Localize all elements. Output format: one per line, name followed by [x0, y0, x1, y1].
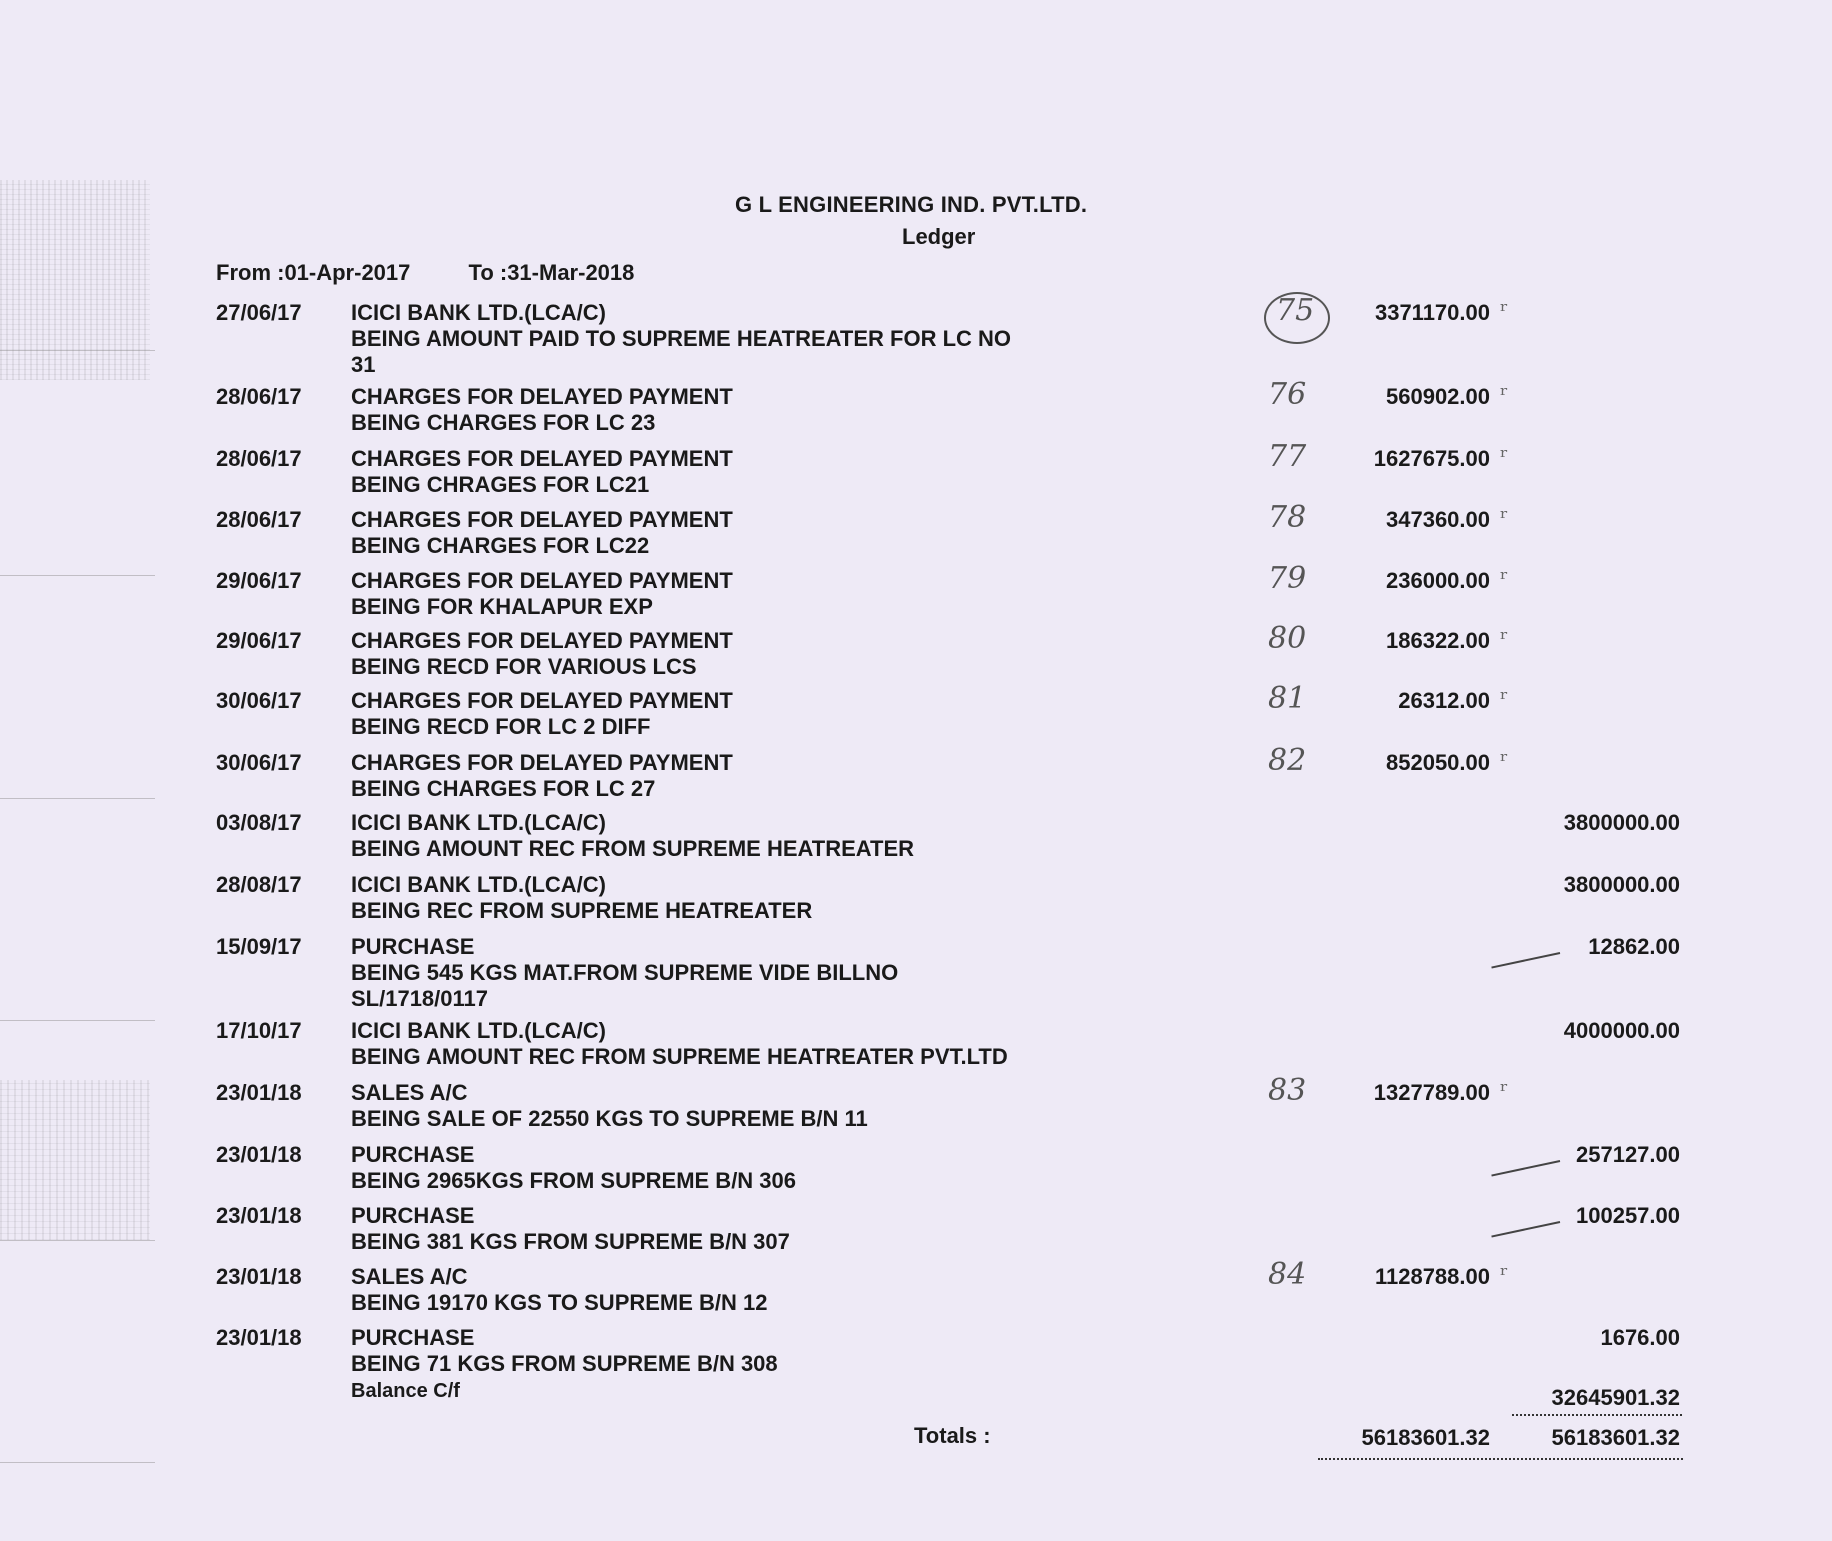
check-mark-icon: ʳ	[1500, 504, 1509, 532]
scan-edge-line	[0, 798, 155, 799]
dotted-rule	[1512, 1414, 1682, 1416]
entry-particulars	[351, 1203, 1201, 1255]
entry-line: BEING REC FROM SUPREME HEATREATER	[351, 898, 813, 923]
entry-particulars	[351, 872, 1201, 924]
entry-date: 28/06/17	[216, 507, 302, 532]
entry-particulars	[351, 934, 1201, 1012]
entry-particulars	[351, 750, 1201, 802]
document-title: Ledger	[902, 224, 976, 249]
total-debit: 56183601.32	[1361, 1425, 1490, 1450]
entry-particulars	[351, 384, 1201, 436]
check-mark-icon: ʳ	[1500, 1261, 1509, 1289]
entry-line: BEING CHRAGES FOR LC21	[351, 472, 650, 497]
debit-amount: 236000.00	[1386, 568, 1490, 593]
entry-line: ICICI BANK LTD.(LCA/C)	[351, 810, 606, 835]
entry-particulars	[351, 1264, 1201, 1316]
credit-amount: 257127.00	[1576, 1142, 1680, 1167]
period-from: From :01-Apr-2017	[216, 260, 411, 285]
handwritten-number: 83	[1268, 1073, 1307, 1108]
scan-edge-line	[0, 1020, 155, 1021]
entry-date: 23/01/18	[216, 1080, 302, 1105]
entry-date: 23/01/18	[216, 1264, 302, 1289]
entry-date: 17/10/17	[216, 1018, 302, 1043]
entry-date: 29/06/17	[216, 628, 302, 653]
credit-amount: 12862.00	[1588, 934, 1680, 959]
entry-date: 23/01/18	[216, 1325, 302, 1350]
entry-line: CHARGES FOR DELAYED PAYMENT	[351, 568, 733, 593]
entry-line: SL/1718/0117	[351, 986, 489, 1011]
balance-label: Balance C/f	[351, 1380, 460, 1402]
entry-line: PURCHASE	[351, 1203, 475, 1228]
entry-particulars	[351, 1325, 1201, 1377]
entry-line: SALES A/C	[351, 1264, 468, 1289]
period-to: To :31-Mar-2018	[468, 260, 635, 285]
scan-edge-line	[0, 1462, 155, 1463]
debit-amount: 26312.00	[1398, 688, 1490, 713]
entry-date: 23/01/18	[216, 1142, 302, 1167]
debit-amount: 3371170.00	[1374, 300, 1490, 325]
entry-line: ICICI BANK LTD.(LCA/C)	[351, 300, 606, 325]
entry-line: BEING SALE OF 22550 KGS TO SUPREME B/N 11	[351, 1106, 868, 1131]
entry-line: BEING 2965KGS FROM SUPREME B/N 306	[351, 1168, 797, 1193]
entry-date: 27/06/17	[216, 300, 302, 325]
check-mark-icon: ʳ	[1500, 381, 1509, 409]
debit-amount: 186322.00	[1386, 628, 1490, 653]
debit-amount: 347360.00	[1386, 507, 1490, 532]
handwritten-number: 77	[1268, 439, 1307, 474]
company-name: G L ENGINEERING IND. PVT.LTD.	[735, 192, 1088, 217]
entry-line: BEING 545 KGS MAT.FROM SUPREME VIDE BILLNO	[351, 960, 899, 985]
balance-value: 32645901.32	[1551, 1385, 1680, 1410]
check-mark-icon: ʳ	[1500, 625, 1509, 653]
check-mark-icon: ʳ	[1500, 297, 1509, 325]
debit-amount: 852050.00	[1386, 750, 1490, 775]
entry-line: BEING AMOUNT PAID TO SUPREME HEATREATER FOR LC NO	[351, 326, 1012, 351]
check-mark-icon: ʳ	[1500, 1077, 1509, 1105]
entry-line: BEING 381 KGS FROM SUPREME B/N 307	[351, 1229, 790, 1254]
dotted-rule	[1318, 1458, 1683, 1460]
entry-date: 15/09/17	[216, 934, 302, 959]
scan-edge-line	[0, 1240, 155, 1241]
entry-line: BEING RECD FOR LC 2 DIFF	[351, 714, 651, 739]
entry-line: ICICI BANK LTD.(LCA/C)	[351, 1018, 606, 1043]
credit-amount: 3800000.00	[1563, 872, 1680, 897]
handwritten-number: 76	[1268, 377, 1307, 412]
entry-particulars	[351, 810, 1201, 862]
entry-line: PURCHASE	[351, 1325, 475, 1350]
entry-date: 30/06/17	[216, 688, 302, 713]
entry-line: BEING FOR KHALAPUR EXP	[351, 594, 653, 619]
entry-line: ICICI BANK LTD.(LCA/C)	[351, 872, 606, 897]
entry-date: 23/01/18	[216, 1203, 302, 1228]
ledger-period	[216, 260, 634, 286]
check-mark-icon: ʳ	[1500, 747, 1509, 775]
entry-line: CHARGES FOR DELAYED PAYMENT	[351, 446, 733, 471]
entry-line: BEING CHARGES FOR LC22	[351, 533, 650, 558]
entry-particulars	[351, 628, 1201, 680]
credit-amount: 4000000.00	[1563, 1018, 1680, 1043]
entry-particulars	[351, 568, 1201, 620]
entry-particulars	[351, 300, 1201, 378]
handwritten-number: 80	[1268, 621, 1307, 656]
entry-line: CHARGES FOR DELAYED PAYMENT	[351, 384, 733, 409]
entry-date: 30/06/17	[216, 750, 302, 775]
entry-particulars	[351, 1018, 1201, 1070]
entry-date: 29/06/17	[216, 568, 302, 593]
entry-line: BEING 71 KGS FROM SUPREME B/N 308	[351, 1351, 778, 1376]
entry-line: 31	[351, 352, 376, 377]
entry-line: BEING 19170 KGS TO SUPREME B/N 12	[351, 1290, 768, 1315]
entry-particulars	[351, 1142, 1201, 1194]
credit-amount: 3800000.00	[1563, 810, 1680, 835]
total-credit: 56183601.32	[1551, 1425, 1680, 1450]
handwritten-number: 81	[1268, 681, 1307, 716]
scan-edge-line	[0, 350, 155, 351]
entry-line: BEING CHARGES FOR LC 27	[351, 776, 656, 801]
check-mark-icon: ʳ	[1500, 685, 1509, 713]
credit-amount: 1676.00	[1600, 1325, 1680, 1350]
entry-line: CHARGES FOR DELAYED PAYMENT	[351, 628, 733, 653]
entry-particulars	[351, 507, 1201, 559]
debit-amount: 1327789.00	[1373, 1080, 1490, 1105]
debit-amount: 1627675.00	[1373, 446, 1490, 471]
entry-line: BEING AMOUNT REC FROM SUPREME HEATREATER	[351, 836, 915, 861]
handwritten-number: 84	[1268, 1257, 1307, 1292]
entry-particulars	[351, 688, 1201, 740]
entry-line: BEING AMOUNT REC FROM SUPREME HEATREATER PVT.LTD	[351, 1044, 1008, 1069]
credit-amount: 100257.00	[1576, 1203, 1680, 1228]
check-mark-icon: ʳ	[1500, 565, 1509, 593]
handwritten-number: 82	[1268, 743, 1307, 778]
entry-date: 03/08/17	[216, 810, 302, 835]
entry-line: SALES A/C	[351, 1080, 468, 1105]
entry-line: BEING CHARGES FOR LC 23	[351, 410, 656, 435]
scan-edge-line	[0, 575, 155, 576]
handwritten-number: 75	[1276, 293, 1315, 328]
entry-particulars	[351, 446, 1201, 498]
totals-label: Totals :	[914, 1423, 991, 1448]
entry-line: CHARGES FOR DELAYED PAYMENT	[351, 750, 733, 775]
entry-line: CHARGES FOR DELAYED PAYMENT	[351, 507, 733, 532]
scan-noise	[0, 1080, 150, 1240]
entry-date: 28/06/17	[216, 384, 302, 409]
entry-date: 28/06/17	[216, 446, 302, 471]
entry-particulars	[351, 1080, 1201, 1132]
entry-line: CHARGES FOR DELAYED PAYMENT	[351, 688, 733, 713]
entry-line: PURCHASE	[351, 934, 475, 959]
check-mark-icon: ʳ	[1500, 443, 1509, 471]
handwritten-number: 78	[1268, 500, 1307, 535]
debit-amount: 1128788.00	[1374, 1264, 1490, 1289]
entry-line: PURCHASE	[351, 1142, 475, 1167]
entry-line: BEING RECD FOR VARIOUS LCS	[351, 654, 697, 679]
handwritten-number: 79	[1268, 561, 1307, 596]
debit-amount: 560902.00	[1386, 384, 1490, 409]
entry-date: 28/08/17	[216, 872, 302, 897]
